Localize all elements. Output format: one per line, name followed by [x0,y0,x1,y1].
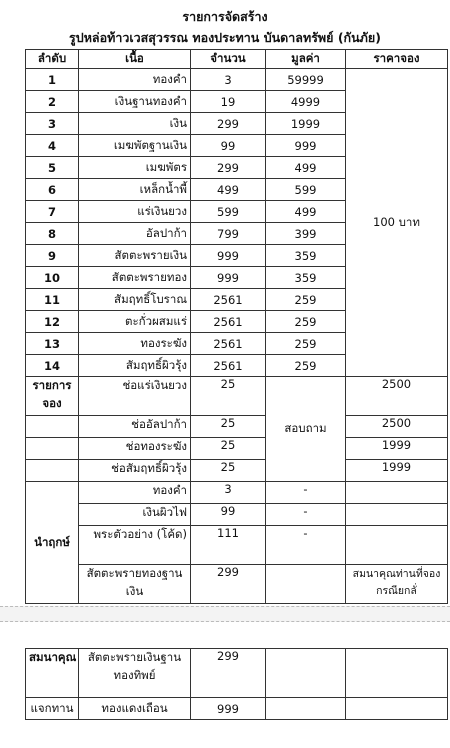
table-row [26,504,448,526]
table-row [26,460,448,482]
header-no: ลำดับ [26,50,79,69]
table-row [26,649,448,698]
row-price: 1999 [346,438,448,460]
row-value: 59999 [266,69,346,91]
row-empty-cell [346,526,448,565]
row-material: ช่ออัลปาก้า [79,416,191,438]
row-number: 5 [26,157,79,179]
row-qty: 599 [191,201,266,223]
row-value: 259 [266,333,346,355]
nafrak-section-label: นำฤกษ์ [26,482,79,604]
row-qty: 25 [191,460,266,482]
row-qty: 299 [191,113,266,135]
row-qty: 299 [191,157,266,179]
table-row [26,565,448,604]
table-row [26,438,448,460]
header-material: เนื้อ [79,50,191,69]
row-material: ทองคำ [79,69,191,91]
row-value: - [266,482,346,504]
row-material: ทองแดงเถือน [79,698,191,720]
row-qty: 25 [191,377,266,416]
row-value: 499 [266,201,346,223]
row-empty-cell [266,698,346,720]
reserve-price-cell: 100 บาท [346,69,448,377]
header-value: มูลค่า [266,50,346,69]
row-material: พระตัวอย่าง (โค้ด) [79,526,191,565]
row-value: 259 [266,355,346,377]
row-empty-cell [266,649,346,698]
row-material: สัมฤทธิ์ผิวรุ้ง [79,355,191,377]
row-material: เมฆพัตฐานเงิน [79,135,191,157]
row-price: 1999 [346,460,448,482]
row-value: 1999 [266,113,346,135]
row-value: - [266,504,346,526]
extra-table [25,648,448,720]
header-qty: จำนวน [191,50,266,69]
page-break-separator [0,606,450,622]
row-number: 8 [26,223,79,245]
row-qty: 2561 [191,311,266,333]
row-number: 6 [26,179,79,201]
row-material: ตะกั่วผสมแร่ [79,311,191,333]
row-material: สัมฤทธิ์โบราณ [79,289,191,311]
row-material: ช่อทองระฆัง [79,438,191,460]
row-qty: 799 [191,223,266,245]
row-value: 259 [266,311,346,333]
reserve-section-label: รายการจอง [26,377,79,416]
row-label: แจกทาน [26,698,79,720]
row-empty-cell [26,438,79,460]
table-row [26,526,448,565]
row-value: 499 [266,157,346,179]
row-material: แร่เงินยวง [79,201,191,223]
header-reserve-price: ราคาจอง [346,50,448,69]
row-price: 2500 [346,416,448,438]
table-row [26,377,448,416]
row-value: 999 [266,135,346,157]
row-material: เมฆพัตร [79,157,191,179]
row-material: ช่อแร่เงินยวง [79,377,191,416]
ask-cell: สอบถาม [266,377,346,482]
row-qty: 2561 [191,289,266,311]
table-row [26,698,448,720]
row-number: 9 [26,245,79,267]
row-number: 13 [26,333,79,355]
row-material: สัตตะพรายทองฐานเงิน [79,565,191,604]
row-qty: 299 [191,565,266,604]
row-empty-cell [26,416,79,438]
table-row [26,69,448,91]
row-qty: 299 [191,649,266,698]
row-value: 4999 [266,91,346,113]
row-empty-cell [346,504,448,526]
row-qty: 2561 [191,355,266,377]
row-material: เหล็กน้ำพี้ [79,179,191,201]
row-material: สัตตะพรายทอง [79,267,191,289]
row-number: 7 [26,201,79,223]
row-value: 259 [266,289,346,311]
table-row [26,482,448,504]
row-material: เงิน [79,113,191,135]
row-material: อัลปาก้า [79,223,191,245]
row-material: ทองระฆัง [79,333,191,355]
row-qty: 499 [191,179,266,201]
row-number: 11 [26,289,79,311]
row-value: 599 [266,179,346,201]
row-number: 14 [26,355,79,377]
document-title: รายการจัดสร้าง [182,9,268,24]
row-qty: 99 [191,135,266,157]
row-qty: 999 [191,267,266,289]
row-material: เงินผิวไฟ [79,504,191,526]
row-value: 359 [266,245,346,267]
production-table [25,49,448,604]
table-header-row [26,50,448,69]
row-value: 359 [266,267,346,289]
row-empty-cell [266,565,346,604]
row-qty: 25 [191,438,266,460]
row-material: สัตตะพรายเงิน [79,245,191,267]
row-qty: 25 [191,416,266,438]
row-empty-cell [346,649,448,698]
row-number: 10 [26,267,79,289]
row-material: เงินฐานทองคำ [79,91,191,113]
row-qty: 2561 [191,333,266,355]
row-qty: 999 [191,698,266,720]
row-price: 2500 [346,377,448,416]
row-qty: 3 [191,69,266,91]
row-number: 12 [26,311,79,333]
row-material: ช่อสัมฤทธิ์ผิวรุ้ง [79,460,191,482]
row-number: 2 [26,91,79,113]
row-qty: 111 [191,526,266,565]
row-material: สัตตะพรายเงินฐานทองทิพย์ [79,649,191,698]
row-note: สมนาคุณท่านที่จองกรณียกลั่ [346,565,448,604]
row-label: สมนาคุณ [26,649,79,698]
row-empty-cell [26,460,79,482]
table-row [26,416,448,438]
row-empty-cell [346,698,448,720]
row-material: ทองคำ [79,482,191,504]
row-qty: 99 [191,504,266,526]
row-value: 399 [266,223,346,245]
row-number: 4 [26,135,79,157]
document-subtitle: รูปหล่อท้าวเวสสุวรรณ ทองประทาน บันดาลทรัพย์ (กันภัย) [69,30,381,45]
row-empty-cell [346,482,448,504]
row-qty: 19 [191,91,266,113]
row-value: - [266,526,346,565]
row-number: 1 [26,69,79,91]
row-qty: 999 [191,245,266,267]
row-qty: 3 [191,482,266,504]
row-number: 3 [26,113,79,135]
